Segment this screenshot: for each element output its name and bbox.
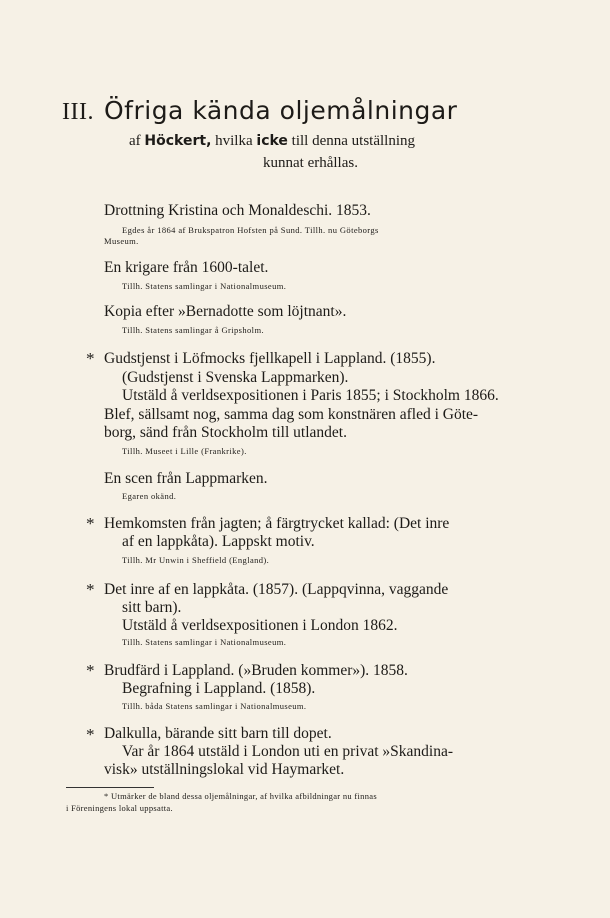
entry-note: Tillh. Statens samlingar i Nationalmuseum. <box>122 637 287 647</box>
entry-note: Tillh. Statens samlingar å Gripsholm. <box>122 325 264 335</box>
entry-note: Tillh. Statens samlingar i Nationalmuseum. <box>122 281 287 291</box>
entry-line: Utstäld å verldsexpositionen i London 1862. <box>122 617 398 634</box>
entry-line: sitt barn). <box>122 599 182 616</box>
subtitle-artist: Höckert, <box>144 133 212 149</box>
entry-line: (Gudstjenst i Svenska Lappmarken). <box>122 369 349 386</box>
entry-line: af en lappkåta). Lappskt motiv. <box>122 533 315 550</box>
section-heading <box>62 96 582 126</box>
footnote-marker: * <box>86 725 95 744</box>
entry-title: En scen från Lappmarken. <box>104 470 268 487</box>
subtitle-icke: icke <box>256 133 288 149</box>
entry-line: Begrafning i Lappland. (1858). <box>122 680 316 697</box>
section-number: III. <box>62 99 94 125</box>
footnote-marker: * <box>86 661 95 680</box>
entry-title: Det inre af en lappkåta. (1857). (Lappqvinna, vaggande <box>104 581 449 598</box>
entry-note: Tillh. Mr Unwin i Sheffield (England). <box>122 555 270 565</box>
subtitle-rest: till denna utställning <box>291 133 415 149</box>
entry-title: En krigare från 1600-talet. <box>104 259 269 276</box>
entry-line: Blef, sällsamt nog, samma dag som konstnären afled i Göte- <box>104 406 479 423</box>
footnote-line: i Föreningens lokal uppsatta. <box>66 803 173 813</box>
footnote-line: * Utmärker de bland dessa oljemålningar, af hvilka afbildningar nu finnas <box>104 791 377 801</box>
section-title: Öfriga kända oljemålningar <box>103 96 458 125</box>
entry-note: Tillh. båda Statens samlingar i Nationalmuseum. <box>122 701 307 711</box>
entry-line: Var år 1864 utstäld i London uti en privat »Skandina- <box>122 743 454 760</box>
entry-title: Dalkulla, bärande sitt barn till dopet. <box>104 725 332 742</box>
entry-title: Hemkomsten från jagten; å färgtrycket kallad: (Det inre <box>104 515 450 532</box>
entry-note: Egaren okänd. <box>122 491 177 501</box>
footnote-rule <box>66 787 154 788</box>
entry-title: Brudfärd i Lappland. (»Bruden kommer»). 1858. <box>104 662 408 679</box>
footnote-marker: * <box>86 349 95 368</box>
footnote-marker: * <box>86 580 95 599</box>
subtitle-af: af <box>129 133 141 149</box>
entry-line: Utstäld å verldsexpositionen i Paris 1855; i Stockholm 1866. <box>122 387 499 404</box>
section-subtitle <box>129 133 415 150</box>
subtitle-hvilka: hvilka <box>215 133 253 149</box>
entry-title: Drottning Kristina och Monaldeschi. 1853. <box>104 202 371 219</box>
entry-note: Tillh. Museet i Lille (Frankrike). <box>122 446 247 456</box>
entry-title: Kopia efter »Bernadotte som löjtnant». <box>104 303 347 320</box>
footnote-marker: * <box>86 514 95 533</box>
entry-line: borg, sänd från Stockholm till utlandet. <box>104 424 347 441</box>
entry-title: Gudstjenst i Löfmocks fjellkapell i Lappland. (1855). <box>104 350 436 367</box>
entry-line: visk» utställningslokal vid Haymarket. <box>104 761 345 778</box>
section-subtitle-line2: kunnat erhållas. <box>263 155 358 171</box>
entry-note: Egdes år 1864 af Brukspatron Hofsten på Sund. Tillh. nu Göteborgs <box>122 225 379 235</box>
entry-note: Museum. <box>104 236 139 246</box>
